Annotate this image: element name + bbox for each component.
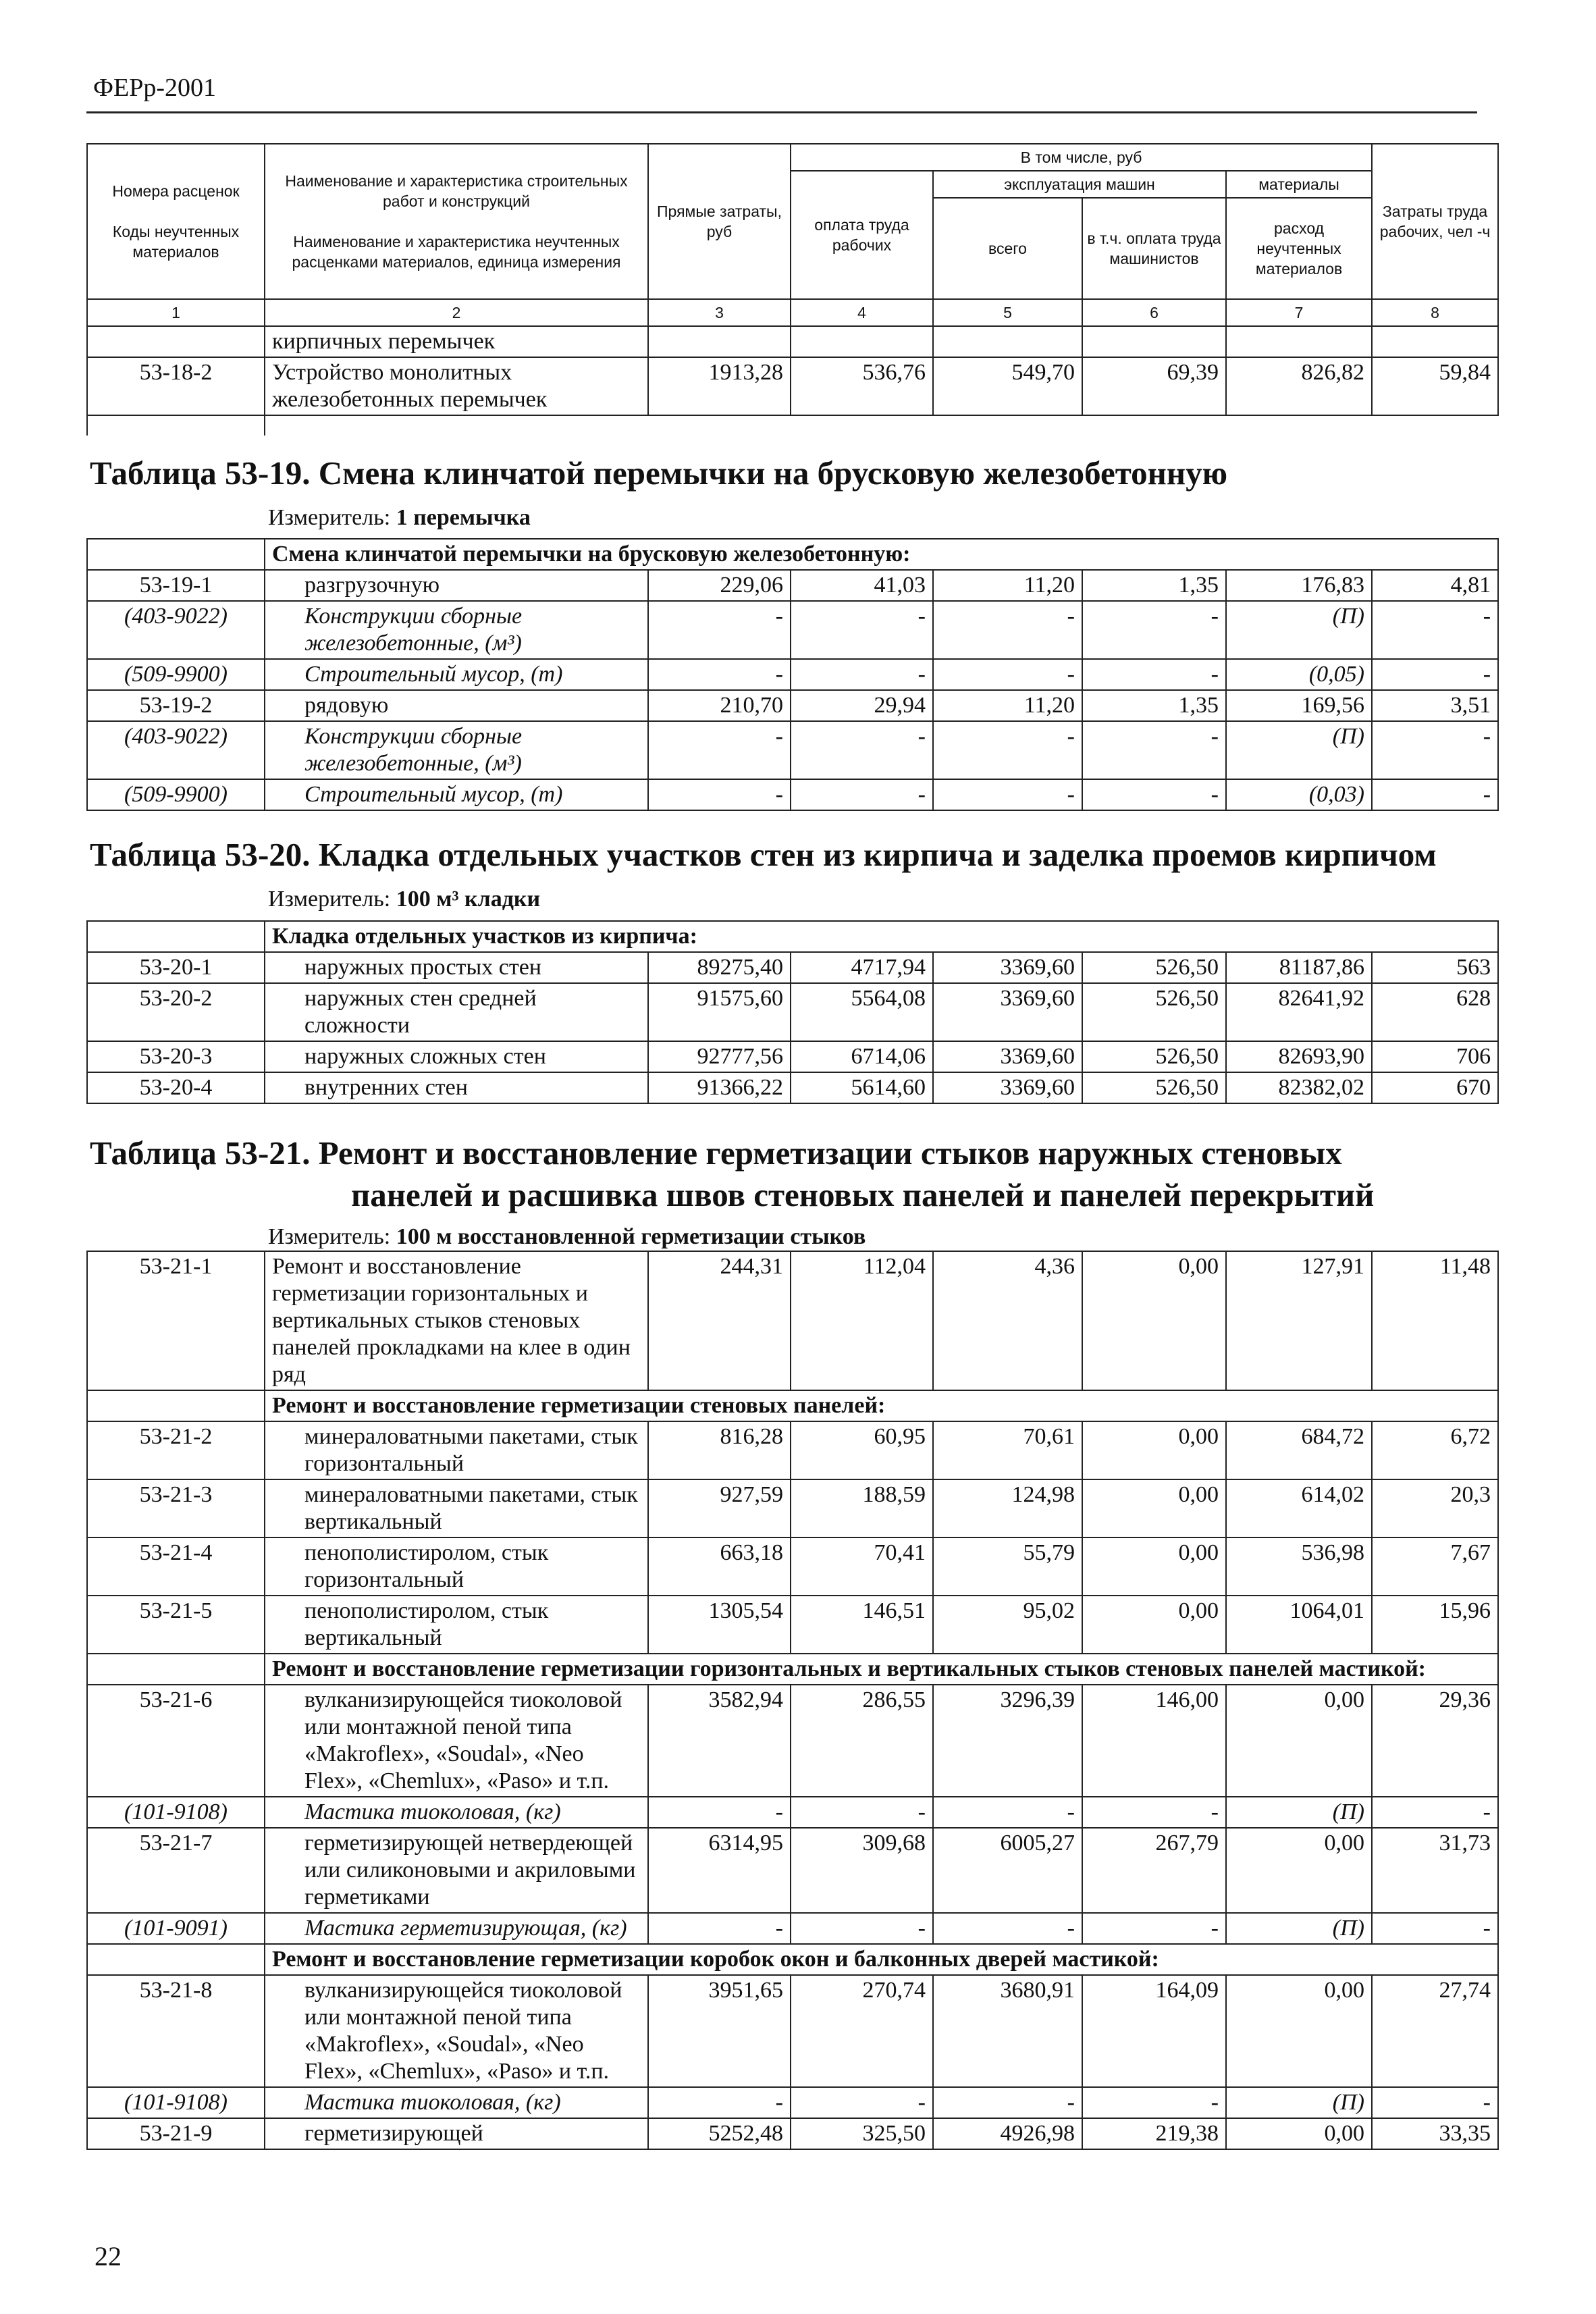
table-row: 53-21-6 вулканизирующейся тиоколовой или монтажной пеной типа «Makroflex», «Soudal», «Neo Flex», «Chemlux», «Paso» и т.п. 3582,94 286,55 3296,39 146,00 0,00 29,36 xyxy=(87,1685,1498,1797)
col-num: 7 xyxy=(1226,299,1372,326)
page-number: 22 xyxy=(95,2241,122,2271)
table-53-20-title: Таблица 53-20. Кладка отдельных участков стен из кирпича и заделка проемов кирпичом xyxy=(90,836,1437,873)
col-num: 6 xyxy=(1082,299,1226,326)
col-codes-head: Номера расценок Коды неучтенных материалов xyxy=(87,144,265,299)
table-row: кирпичных перемычек xyxy=(87,326,1498,357)
material-row: (403-9022) Конструкции сборные железобетонные, (м³) - - - - (П) - xyxy=(87,721,1498,779)
table-row: 53-21-4 пенополистиролом, стык горизонтальный 663,18 70,41 55,79 0,00 536,98 7,67 xyxy=(87,1537,1498,1596)
group-heading: Ремонт и восстановление герметизации горизонтальных и вертикальных стыков стеновых панелей мастикой: xyxy=(265,1654,1498,1685)
group-heading: Ремонт и восстановление герметизации стеновых панелей: xyxy=(265,1390,1498,1421)
col-mwage-head: в т.ч. оплата труда машинистов xyxy=(1082,198,1226,299)
col-machines-head: эксплуатация машин xyxy=(933,171,1226,198)
table-row: 53-21-9 герметизирующей 5252,48 325,50 4926,98 219,38 0,00 33,35 xyxy=(87,2118,1498,2149)
table-row: 53-20-4 внутренних стен 91366,22 5614,60 3369,60 526,50 82382,02 670 xyxy=(87,1072,1498,1103)
table-53-20-measure: Измеритель: 100 м³ кладки xyxy=(268,887,541,912)
table-row: 53-20-3 наружных сложных стен 92777,56 6714,06 3369,60 526,50 82693,90 706 xyxy=(87,1041,1498,1072)
table-row: 53-21-8 вулканизирующейся тиоколовой или монтажной пеной типа «Makroflex», «Soudal», «Neo Flex», «Chemlux», «Paso» и т.п. 3951,65 270,74 3680,91 164,09 0,00 27,74 xyxy=(87,1975,1498,2087)
table-row: 53-20-1 наружных простых стен 89275,40 4717,94 3369,60 526,50 81187,86 563 xyxy=(87,952,1498,983)
table-53-19-title: Таблица 53-19. Смена клинчатой перемычки на брусковую железобетонную xyxy=(90,454,1228,492)
table-row: 53-21-5 пенополистиролом, стык вертикальный 1305,54 146,51 95,02 0,00 1064,01 15,96 xyxy=(87,1596,1498,1654)
table-53-19 xyxy=(86,538,1499,811)
material-row: (509-9900) Строительный мусор, (т) - - - - (0,05) - xyxy=(87,659,1498,690)
col-num: 8 xyxy=(1372,299,1498,326)
page-header: ФЕРр-2001 xyxy=(93,74,217,102)
group-heading: Ремонт и восстановление герметизации коробок окон и балконных дверей мастикой: xyxy=(265,1944,1498,1975)
col-num: 1 xyxy=(87,299,265,326)
material-row: (403-9022) Конструкции сборные железобетонные, (м³) - - - - (П) - xyxy=(87,601,1498,659)
table-row: 53-20-2 наружных стен средней сложности 91575,60 5564,08 3369,60 526,50 82641,92 628 xyxy=(87,983,1498,1041)
table-row: 53-21-2 минераловатными пакетами, стык горизонтальный 816,28 60,95 70,61 0,00 684,72 6,72 xyxy=(87,1421,1498,1479)
table-53-21-measure: Измеритель: 100 м восстановленной герметизации стыков xyxy=(268,1224,866,1249)
col-incl-head: В том числе, руб xyxy=(791,144,1372,171)
material-row: (101-9108) Мастика тиоколовая, (кг) - - - - (П) - xyxy=(87,2087,1498,2118)
table-row: 53-21-3 минераловатными пакетами, стык вертикальный 927,59 188,59 124,98 0,00 614,02 20,3 xyxy=(87,1479,1498,1537)
header-rule xyxy=(86,111,1477,113)
table-row: 53-18-2 Устройство монолитных железобетонных перемычек 1913,28 536,76 549,70 69,39 826,82 59,84 xyxy=(87,357,1498,415)
table-53-21 xyxy=(86,1251,1499,2150)
col-num: 2 xyxy=(265,299,648,326)
table-53-20 xyxy=(86,920,1499,1104)
group-heading: Кладка отдельных участков из кирпича: xyxy=(265,921,1498,952)
group-heading: Смена клинчатой перемычки на брусковую железобетонную: xyxy=(265,539,1498,570)
col-num: 3 xyxy=(648,299,791,326)
col-wage-head: оплата труда рабочих xyxy=(791,171,933,299)
col-num: 5 xyxy=(933,299,1082,326)
table-53-19-measure: Измеритель: 1 перемычка xyxy=(268,505,531,530)
col-mtotal-head: всего xyxy=(933,198,1082,299)
col-direct-head: Прямые затраты, руб xyxy=(648,144,791,299)
table-row: 53-21-1 Ремонт и восстановление герметизации горизонтальных и вертикальных стыков стеновых панелей прокладками на клее в один ряд 244,31 112,04 4,36 0,00 127,91 11,48 xyxy=(87,1251,1498,1390)
table-row: 53-19-1 разгрузочную 229,06 41,03 11,20 1,35 176,83 4,81 xyxy=(87,570,1498,601)
table-53-21-title-line2: панелей и расшивка швов стеновых панелей и панелей перекрытий xyxy=(351,1176,1375,1213)
table-header xyxy=(86,143,1499,436)
material-row: (101-9091) Мастика герметизирующая, (кг) - - - - (П) - xyxy=(87,1913,1498,1944)
material-row: (101-9108) Мастика тиоколовая, (кг) - - - - (П) - xyxy=(87,1797,1498,1828)
col-num: 4 xyxy=(791,299,933,326)
col-labor-head: Затраты труда рабочих, чел -ч xyxy=(1372,144,1498,299)
material-row: (509-9900) Строительный мусор, (т) - - - - (0,03) - xyxy=(87,779,1498,810)
col-materials-head: материалы xyxy=(1226,171,1372,198)
table-row: 53-21-7 герметизирующей нетвердеющей или силиконовыми и акриловыми герметиками 6314,95 309,68 6005,27 267,79 0,00 31,73 xyxy=(87,1828,1498,1913)
table-53-21-title: Таблица 53-21. Ремонт и восстановление герметизации стыков наружных стеновых xyxy=(90,1134,1342,1172)
table-row: 53-19-2 рядовую 210,70 29,94 11,20 1,35 169,56 3,51 xyxy=(87,690,1498,721)
col-name-head: Наименование и характеристика строительных работ и конструкций Наименование и характеристика неучтенных расценками материалов, единица измерения xyxy=(265,144,648,299)
col-matexp-head: расход неучтенных материалов xyxy=(1226,198,1372,299)
